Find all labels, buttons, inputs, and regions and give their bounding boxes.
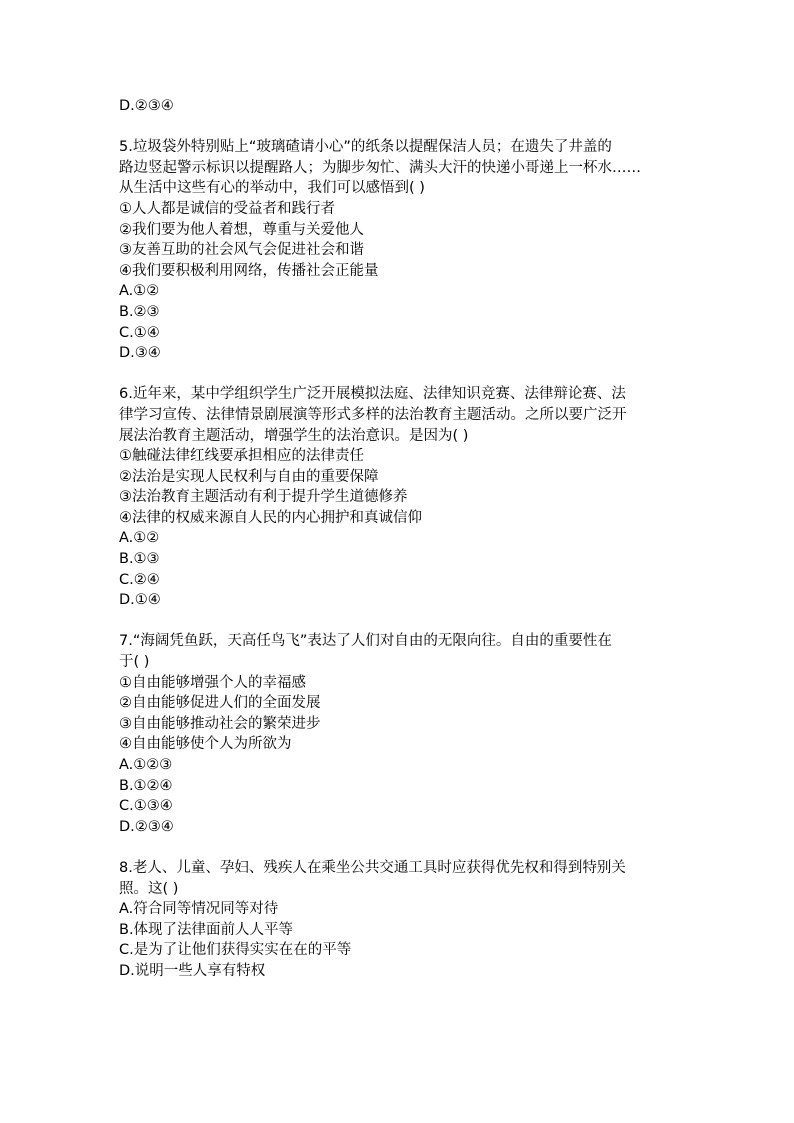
statement: ③法治教育主题活动有利于提升学生道德修养: [119, 489, 408, 506]
question-stem-line: 7.“海阔凭鱼跃，天高任鸟飞”表达了人们对自由的无限向往。自由的重要性在: [119, 633, 612, 650]
option-a: A.①②③: [119, 757, 173, 773]
option-c: C.②④: [119, 571, 160, 588]
option-b: B.体现了法律面前人人平等: [119, 921, 294, 938]
statement: ②自由能够促进人们的全面发展: [119, 695, 321, 712]
statement: ①触碰法律红线要承担相应的法律责任: [119, 448, 364, 465]
question-stem-line: 8.老人、儿童、孕妇、残疾人在乘坐公共交通工具时应获得优先权和得到特别关: [119, 859, 626, 876]
question-8: [119, 858, 679, 982]
question-stem-line: 5.垃圾袋外特别贴上“玻璃碴请小心”的纸条以提醒保洁人员；在遗失了井盖的: [119, 139, 612, 156]
option-b: B.①②④: [119, 777, 173, 794]
question-stem-line: 从生活中这些有心的举动中，我们可以感悟到( ): [119, 180, 425, 197]
question-5: [119, 137, 679, 364]
option-d: D.③④: [119, 345, 161, 362]
option-c: C.①④: [119, 324, 160, 341]
question-stem-line: 路边竖起警示标识以提醒路人；为脚步匆忙、满头大汗的快递小哥递上一杯水……: [119, 159, 641, 176]
question-7: [119, 631, 679, 837]
statement: ②法治是实现人民权利与自由的重要保障: [119, 468, 379, 485]
statement: ④法律的权威来源自人民的内心拥护和真诚信仰: [119, 509, 422, 526]
statement: ①人人都是诚信的受益者和践行者: [119, 200, 335, 217]
question-stem-line: 6.近年来，某中学组织学生广泛开展模拟法庭、法律知识竞赛、法律辩论赛、法: [119, 386, 626, 403]
question-stem-line: 照。这( ): [119, 880, 179, 897]
statement: ③自由能够推动社会的繁荣进步: [119, 715, 321, 732]
statement: ④我们要积极利用网络，传播社会正能量: [119, 262, 379, 279]
question-stem-line: 于( ): [119, 654, 150, 671]
question-stem-line: 律学习宣传、法律情景剧展演等形式多样的法治教育主题活动。之所以要广泛开: [119, 406, 627, 423]
option-d: D.②③④: [119, 818, 174, 835]
option-d: D.①④: [119, 592, 161, 609]
exam-page: [119, 96, 679, 982]
statement: ①自由能够增强个人的幸福感: [119, 674, 306, 691]
question-6: [119, 384, 679, 611]
statement: ③友善互助的社会风气会促进社会和谐: [119, 242, 364, 259]
option-a: A.①②: [119, 530, 160, 547]
option-a: A.①②: [119, 283, 160, 300]
lead-option: D.②③④: [119, 98, 174, 114]
option-c: C.①③④: [119, 798, 173, 815]
option-d: D.说明一些人享有特权: [119, 962, 266, 979]
option-c: C.是为了让他们获得实实在在的平等: [119, 942, 352, 959]
option-b: B.①③: [119, 551, 160, 568]
statement: ②我们要为他人着想，尊重与关爱他人: [119, 221, 364, 238]
statement: ④自由能够使个人为所欲为: [119, 736, 292, 753]
question-stem-line: 展法治教育主题活动，增强学生的法治意识。是因为( ): [119, 427, 469, 444]
option-b: B.②③: [119, 303, 160, 320]
option-a: A.符合同等情况同等对待: [119, 901, 279, 918]
